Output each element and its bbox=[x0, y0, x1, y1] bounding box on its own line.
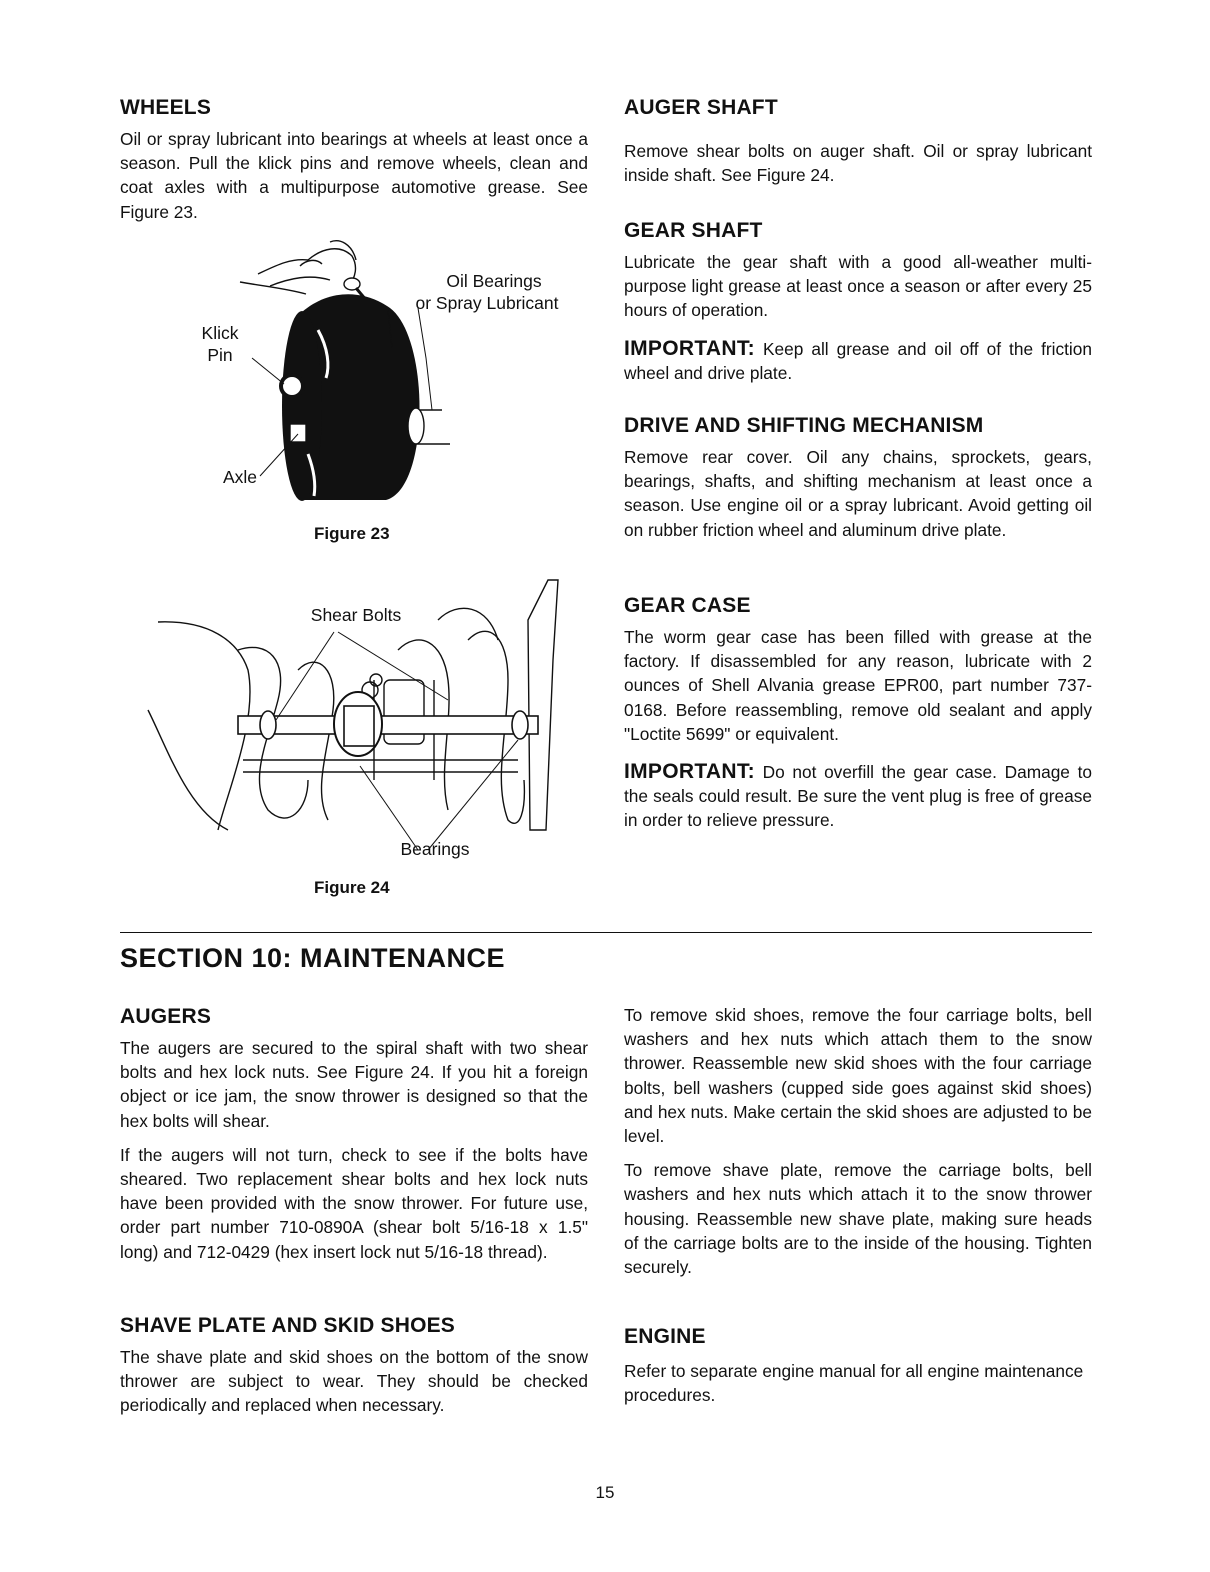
auger-shaft-heading: AUGER SHAFT bbox=[624, 96, 778, 119]
figure-23-label-axle bbox=[210, 466, 270, 488]
figure-23-label-spray bbox=[372, 292, 602, 314]
shave-plate-body: The shave plate and skid shoes on the bottom of the snow thrower are subject to wear. They should be checked periodically and replaced when necessary. bbox=[120, 1347, 588, 1416]
oil-label-line-1: Oil Bearings bbox=[446, 271, 542, 291]
klick-label-line-1: Klick bbox=[201, 323, 239, 343]
important-text: Keep all grease and oil off of the friction wheel and drive plate. bbox=[624, 338, 1092, 383]
figure-23-caption: Figure 23 bbox=[314, 524, 390, 543]
figure-24-label-shear: Shear Bolts bbox=[310, 605, 402, 625]
gear-case-important bbox=[624, 760, 1092, 833]
page-number: 15 bbox=[595, 1483, 615, 1502]
shave-plate-heading: SHAVE PLATE AND SKID SHOES bbox=[120, 1314, 456, 1337]
gear-case-section bbox=[624, 594, 1092, 833]
skid-removal-body-1: To remove skid shoes, remove the four carriage bolts, bell washers and hex nuts which attach them to the snow thrower. Reassemble new skid shoes with the four carriage bolts, bell washers (cupped side goes against skid shoes) and hex nuts. Make certain the skid shoes are adjusted to be level. bbox=[624, 1005, 1092, 1147]
figure-23-label-pin bbox=[190, 344, 250, 366]
figure-23-label-oil bbox=[394, 270, 594, 292]
skid-removal-section bbox=[624, 1003, 1092, 1279]
auger-shaft-body: Remove shear bolts on auger shaft. Oil or spray lubricant inside shaft. See Figure 24. bbox=[624, 141, 1092, 186]
drive-heading: DRIVE AND SHIFTING MECHANISM bbox=[624, 414, 984, 437]
wheels-body: Oil or spray lubricant into bearings at wheels at least once a season. Pull the klick pins and remove wheels, clean and coat axles with a multipurpose automotive grease. See Figure 23. bbox=[120, 129, 588, 222]
drive-section bbox=[624, 414, 1092, 542]
wheels-heading: WHEELS bbox=[120, 96, 212, 119]
figure-23-label-klick bbox=[190, 322, 250, 344]
augers-section bbox=[120, 1005, 588, 1264]
gear-shaft-heading: GEAR SHAFT bbox=[624, 219, 763, 242]
important-text: Do not overfill the gear case. Damage to the seals could result. Be sure the vent plug is free of grease in order to relieve pressure. bbox=[624, 762, 1092, 831]
engine-heading: ENGINE bbox=[624, 1325, 706, 1348]
augers-body-2: If the augers will not turn, check to see if the bolts have sheared. Two replacement shear bolts and hex lock nuts have been provided with the snow thrower. For future use, order part number 710-0890A (shear bolt 5/16-18 x 1.5" long) and 712-0429 (hex insert lock nut 5/16-18 thread). bbox=[120, 1144, 588, 1262]
wheels-section bbox=[120, 96, 588, 224]
section-divider bbox=[120, 932, 1092, 933]
important-label: IMPORTANT: bbox=[624, 760, 755, 784]
engine-body: Refer to separate engine manual for all engine maintenance procedures. bbox=[624, 1361, 1084, 1406]
gear-shaft-important bbox=[624, 337, 1092, 385]
skid-removal-body-2: To remove shave plate, remove the carriage bolts, bell washers and hex nuts which attach it to the snow thrower housing. Reassemble new shave plate, making sure heads of the carriage bolts are to the inside of the housing. Tighten securely. bbox=[624, 1160, 1092, 1278]
gear-shaft-section bbox=[624, 219, 1092, 385]
augers-body-1: The augers are secured to the spiral shaft with two shear bolts and hex lock nuts. See Figure 24. If you hit a foreign object or ice jam, the snow thrower is designed so that the hex bolts will shear. bbox=[120, 1038, 588, 1131]
augers-heading: AUGERS bbox=[120, 1005, 212, 1028]
engine-section bbox=[624, 1325, 1092, 1407]
gear-shaft-body: Lubricate the gear shaft with a good all-weather multi-purpose light grease at least once a season or after every 25 hours of operation. bbox=[624, 252, 1092, 321]
klick-label-line-2: Pin bbox=[207, 345, 233, 365]
gear-case-heading: GEAR CASE bbox=[624, 594, 751, 617]
section-title: SECTION 10: MAINTENANCE bbox=[120, 943, 506, 973]
auger-shaft-section bbox=[624, 96, 1092, 187]
axle-label: Axle bbox=[222, 467, 258, 487]
important-label: IMPORTANT: bbox=[624, 336, 755, 360]
oil-label-line-2: or Spray Lubricant bbox=[415, 293, 559, 313]
shave-plate-section bbox=[120, 1314, 588, 1418]
figure-24-caption: Figure 24 bbox=[314, 878, 390, 897]
figure-24-label-bearings: Bearings bbox=[400, 839, 470, 859]
drive-body: Remove rear cover. Oil any chains, sprockets, gears, bearings, shafts, and shifting mechanism at least once a season. Use engine oil or a spray lubricant. Avoid getting oil on rubber friction wheel and aluminum drive plate. bbox=[624, 447, 1092, 540]
gear-case-body: The worm gear case has been filled with grease at the factory. If disassembled for any reason, lubricate with 2 ounces of Shell Alvania grease EPR00, part number 737-0168. Before reassembling, remove old sealant and apply "Loctite 5699" or equivalent. bbox=[624, 627, 1092, 744]
